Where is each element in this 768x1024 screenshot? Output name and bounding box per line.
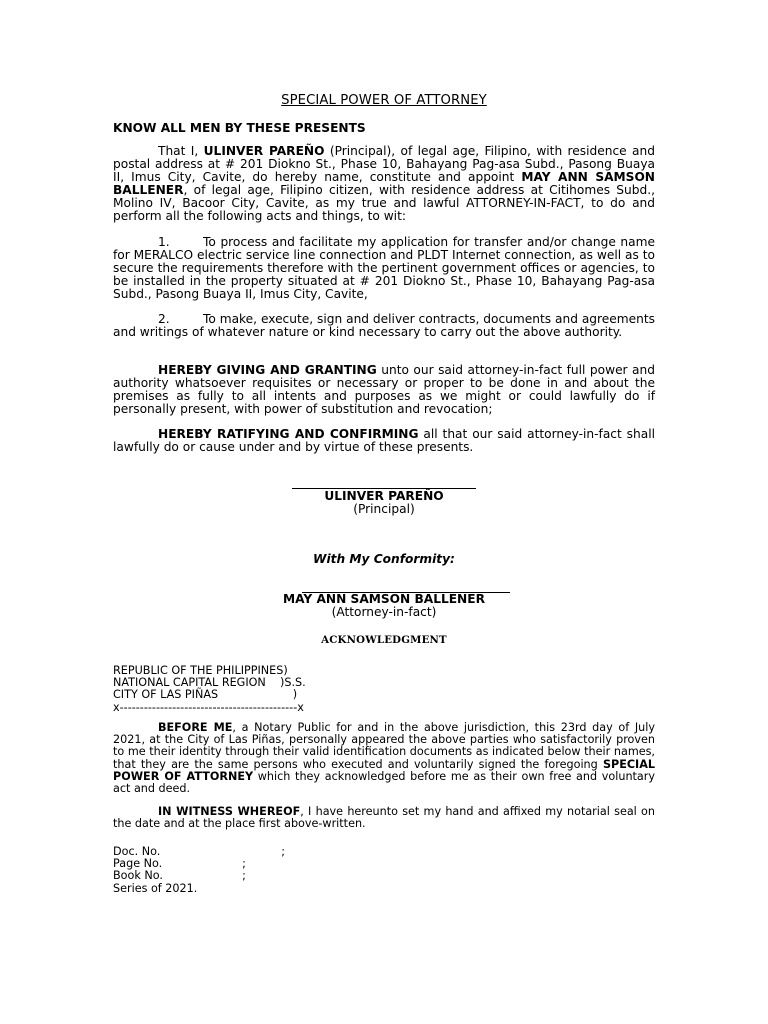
witness-text: , I have hereunto set my hand and affixed my notarial seal on the date and at the place first above-written. <box>113 805 655 831</box>
intro-text-2: (Principal), of legal age, Filipino, with residence and postal address at # 201 Diokno St., Phase 10, Bahayang Pag-asa Subd., Pasong Buaya II, Imus City, Cavite, do hereby name, constitute and appoint <box>113 144 655 184</box>
giving-paragraph <box>113 364 655 416</box>
ratify-heading: HEREBY RATIFYING AND CONFIRMING <box>158 427 419 441</box>
notarial-row-book <box>113 870 655 882</box>
intro-text-1: That I, <box>158 144 204 158</box>
notarial-label: Doc. No. <box>113 845 161 858</box>
attorney-role: (Attorney-in-fact) <box>331 605 437 619</box>
principal-role: (Principal) <box>353 502 415 516</box>
before-text: , a Notary Public for and in the above jurisdiction, this 23rd day of July 2021, at the City of Las Piñas, personally appeared the above parties who satisfactorily proven to me their identity through their valid identification documents as indicated below their names, that they are the same persons who executed and voluntarily signed the foregoing <box>113 721 656 771</box>
know-all-heading: KNOW ALL MEN BY THESE PRESENTS <box>113 121 366 135</box>
giving-text: unto our said attorney-in-fact full power and authority whatsoever requisites or necessary or proper to be done in and about the premises as fully to all intents and purposes as we might or could lawfully do if personally present, with power of substitution and revocation; <box>113 363 655 416</box>
venue-separator: x--------------------------------------------x <box>113 700 304 714</box>
list-item <box>113 313 655 339</box>
notarial-register <box>113 846 655 895</box>
before-heading: BEFORE ME <box>158 721 233 734</box>
before-doc-title: SPECIAL POWER OF ATTORNEY <box>113 757 655 783</box>
notarial-blank: ; <box>203 857 246 871</box>
venue-line: CITY OF LAS PIÑAS ) <box>113 688 298 702</box>
witness-heading: IN WITNESS WHEREOF <box>158 805 301 818</box>
intro-attorney-name: MAY ANN SAMSON BALLENER <box>113 170 656 197</box>
intro-text-3: , of legal age, Filipino citizen, with residence address at Citihomes Subd., Molino IV, Bacoor City, Cavite, as my true and lawful ATTORNEY-IN-FACT, to do and perform all the following acts and things, to wit: <box>113 183 655 223</box>
principal-name: ULINVER PAREÑO <box>324 489 444 503</box>
acknowledgment-heading: ACKNOWLEDGMENT <box>321 634 447 646</box>
conformity-label: With My Conformity: <box>313 552 455 566</box>
venue-line: REPUBLIC OF THE PHILIPPINES) <box>113 664 288 677</box>
giving-heading: HEREBY GIVING AND GRANTING <box>158 363 377 377</box>
notarial-label: Page No. <box>113 857 163 871</box>
item-text: To make, execute, sign and deliver contracts, documents and agreements and writings of whatever nature or kind necessary to carry out the above authority. <box>113 312 655 339</box>
item-number: 1. <box>158 235 170 249</box>
notarial-blank: ; <box>203 845 286 858</box>
ratify-paragraph <box>113 428 655 454</box>
witness-paragraph <box>113 806 655 830</box>
notarial-row-page <box>113 858 655 870</box>
document-title: SPECIAL POWER OF ATTORNEY <box>281 93 487 108</box>
venue-block <box>113 665 655 714</box>
notarial-label: Series of 2021. <box>113 881 198 895</box>
notarial-row-doc <box>113 846 655 858</box>
before-text-2: which they acknowledged before me as their own free and voluntary act and deed. <box>113 769 655 796</box>
item-text: To process and facilitate my application for transfer and/or change name for MERALCO electric service line connection and PLDT Internet connection, as well as to secure the requirements therefore with the pertinent government offices or agencies, to be installed in the property situated at # 201 Diokno St., Phase 10, Bahayang Pag-asa Subd., Pasong Buaya II, Imus City, Cavite, <box>113 235 655 301</box>
ratify-text: all that our said attorney-in-fact shall lawfully do or cause under and by virtue of these presents. <box>113 427 655 454</box>
attorney-name: MAY ANN SAMSON BALLENER <box>283 592 485 606</box>
list-item <box>113 236 655 301</box>
notarial-label: Book No. <box>113 869 163 883</box>
notarial-blank: ; <box>203 869 246 883</box>
notarial-row-series <box>113 883 655 895</box>
before-me-paragraph <box>113 722 655 795</box>
venue-line: NATIONAL CAPITAL REGION )S.S. <box>113 676 306 690</box>
item-number: 2. <box>158 312 170 326</box>
intro-paragraph <box>113 145 655 223</box>
intro-principal-name: ULINVER PAREÑO <box>203 144 325 158</box>
